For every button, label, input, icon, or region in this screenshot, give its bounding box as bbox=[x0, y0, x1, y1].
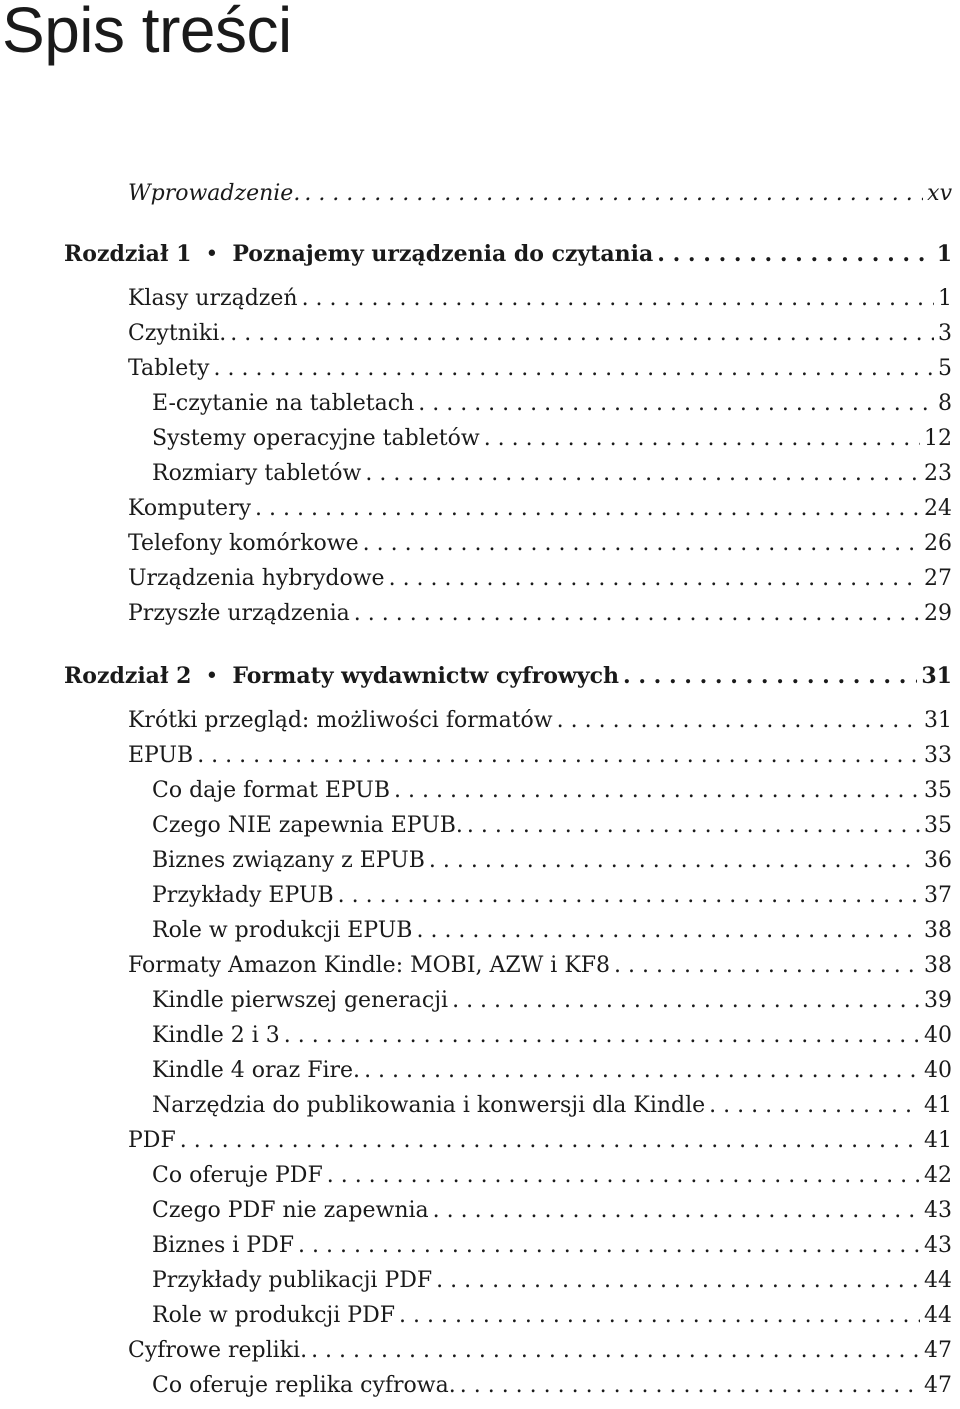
chapter-heading bbox=[64, 239, 653, 270]
dot-leader bbox=[302, 284, 934, 314]
toc-entry[interactable] bbox=[128, 354, 952, 384]
toc-entry[interactable] bbox=[128, 494, 952, 524]
toc-entry[interactable] bbox=[128, 741, 952, 771]
toc-entry-page: 43 bbox=[924, 1198, 952, 1223]
dot-leader bbox=[557, 706, 920, 736]
dot-leader bbox=[394, 776, 920, 806]
toc-subentry[interactable] bbox=[152, 389, 952, 419]
toc-entry-label: Role w produkcji EPUB bbox=[152, 918, 413, 943]
dot-leader bbox=[230, 319, 934, 349]
toc-entry-page: xv bbox=[927, 181, 952, 206]
toc-entry-page: 44 bbox=[924, 1268, 952, 1293]
toc-entry-label: Systemy operacyjne tabletów bbox=[152, 426, 480, 451]
toc-entry-label: Co oferuje PDF bbox=[152, 1163, 323, 1188]
toc-entry-label: Czego NIE zapewnia EPUB. bbox=[152, 813, 463, 838]
dot-leader bbox=[657, 239, 932, 269]
chapter-number: Rozdział 1 bbox=[64, 241, 192, 267]
toc-entry[interactable] bbox=[128, 319, 952, 349]
dot-leader bbox=[429, 846, 920, 876]
toc-entry-page: 31 bbox=[924, 708, 952, 733]
toc-chapter-1[interactable] bbox=[64, 239, 952, 270]
toc-subentry[interactable] bbox=[152, 1021, 952, 1051]
toc-entry-page: 47 bbox=[924, 1338, 952, 1363]
dot-leader bbox=[436, 1266, 920, 1296]
toc-entry[interactable] bbox=[128, 951, 952, 981]
toc-entry-label: Przykłady publikacji PDF bbox=[152, 1268, 433, 1293]
toc-entry-label: Komputery bbox=[128, 496, 252, 521]
toc-entry-page: 29 bbox=[924, 601, 952, 626]
toc-entry-page: 42 bbox=[924, 1163, 952, 1188]
toc-entry[interactable] bbox=[128, 1336, 952, 1366]
toc-entry-label: Czytniki. bbox=[128, 321, 227, 346]
dot-leader bbox=[354, 599, 920, 629]
dot-leader bbox=[399, 1301, 920, 1331]
toc-entry-intro[interactable] bbox=[128, 179, 952, 209]
toc-entry-label: Biznes związany z EPUB bbox=[152, 848, 425, 873]
toc-entry-label: Cyfrowe repliki. bbox=[128, 1338, 308, 1363]
toc-entry-label: Urządzenia hybrydowe bbox=[128, 566, 385, 591]
toc-subentry[interactable] bbox=[152, 881, 952, 911]
toc-subentry[interactable] bbox=[152, 846, 952, 876]
chapter-title: Formaty wydawnictw cyfrowych bbox=[232, 663, 620, 689]
dot-leader bbox=[433, 1196, 920, 1226]
dot-leader bbox=[484, 424, 920, 454]
toc-subentry[interactable] bbox=[152, 1056, 952, 1086]
toc-entry-page: 44 bbox=[924, 1303, 952, 1328]
toc-entry-label: Przykłady EPUB bbox=[152, 883, 334, 908]
toc-entry-label: Co daje format EPUB bbox=[152, 778, 391, 803]
toc-subentry[interactable] bbox=[152, 776, 952, 806]
toc-entry-label: Telefony komórkowe bbox=[128, 531, 359, 556]
toc-entry-page: 35 bbox=[924, 813, 952, 838]
toc-entry-page: 5 bbox=[938, 356, 952, 381]
bullet-icon: • bbox=[205, 242, 219, 267]
chapter-title: Poznajemy urządzenia do czytania bbox=[232, 241, 654, 267]
toc-entry-label: Przyszłe urządzenia bbox=[128, 601, 350, 626]
dot-leader bbox=[363, 529, 920, 559]
toc-subentry[interactable] bbox=[152, 1196, 952, 1226]
dot-leader bbox=[365, 459, 920, 489]
toc-subentry[interactable] bbox=[152, 916, 952, 946]
toc-subentry[interactable] bbox=[152, 1161, 952, 1191]
toc-entry-label: EPUB bbox=[128, 743, 194, 768]
dot-leader bbox=[467, 811, 920, 841]
toc-entry[interactable] bbox=[128, 1126, 952, 1156]
toc-subentry[interactable] bbox=[152, 1371, 952, 1401]
page-title: Spis treści bbox=[2, 0, 292, 66]
dot-leader bbox=[614, 951, 920, 981]
toc-entry-page: 41 bbox=[924, 1128, 952, 1153]
dot-leader bbox=[709, 1091, 920, 1121]
toc-entry-label: Wprowadzenie. bbox=[128, 181, 301, 206]
toc-entry[interactable] bbox=[128, 284, 952, 314]
dot-leader bbox=[284, 1021, 920, 1051]
toc-entry-label: E-czytanie na tabletach bbox=[152, 391, 415, 416]
toc-entry-label: Krótki przegląd: możliwości formatów bbox=[128, 708, 553, 733]
toc-entry-page: 31 bbox=[921, 663, 952, 689]
toc-entry-page: 26 bbox=[924, 531, 952, 556]
toc-entry-label: Biznes i PDF bbox=[152, 1233, 295, 1258]
toc-subentry[interactable] bbox=[152, 459, 952, 489]
dot-leader bbox=[327, 1161, 920, 1191]
bullet-icon: • bbox=[205, 664, 219, 689]
chapter-heading bbox=[64, 661, 619, 692]
toc-entry-page: 3 bbox=[938, 321, 952, 346]
toc-subentry[interactable] bbox=[152, 1231, 952, 1261]
toc-entry-page: 41 bbox=[924, 1093, 952, 1118]
toc-entry-label: Kindle pierwszej generacji bbox=[152, 988, 449, 1013]
toc-entry-label: Role w produkcji PDF bbox=[152, 1303, 395, 1328]
dot-leader bbox=[623, 661, 917, 691]
toc-entry-page: 38 bbox=[924, 918, 952, 943]
toc-entry-page: 1 bbox=[936, 241, 952, 267]
dot-leader bbox=[416, 916, 920, 946]
dot-leader bbox=[197, 741, 920, 771]
chapter-number: Rozdział 2 bbox=[64, 663, 192, 689]
toc-entry[interactable] bbox=[128, 529, 952, 559]
toc-subentry[interactable] bbox=[152, 1091, 952, 1121]
dot-leader bbox=[214, 354, 935, 384]
dot-leader bbox=[311, 1336, 920, 1366]
toc-entry-page: 36 bbox=[924, 848, 952, 873]
toc-entry-page: 40 bbox=[924, 1058, 952, 1083]
toc-entry-label: Kindle 2 i 3 bbox=[152, 1023, 280, 1048]
dot-leader bbox=[460, 1371, 920, 1401]
toc-entry-page: 43 bbox=[924, 1233, 952, 1258]
toc-entry-label: Rozmiary tabletów bbox=[152, 461, 362, 486]
toc-entry-label: PDF bbox=[128, 1128, 176, 1153]
toc-entry[interactable] bbox=[128, 564, 952, 594]
toc-subentry[interactable] bbox=[152, 811, 952, 841]
toc-entry-page: 39 bbox=[924, 988, 952, 1013]
toc-entry-label: Czego PDF nie zapewnia bbox=[152, 1198, 429, 1223]
toc-entry-page: 47 bbox=[924, 1373, 952, 1398]
toc-entry-page: 27 bbox=[924, 566, 952, 591]
toc-entry-label: Kindle 4 oraz Fire. bbox=[152, 1058, 361, 1083]
toc-entry-page: 1 bbox=[938, 286, 952, 311]
dot-leader bbox=[255, 494, 920, 524]
toc-entry[interactable] bbox=[128, 706, 952, 736]
dot-leader bbox=[180, 1126, 920, 1156]
toc-subentry[interactable] bbox=[152, 986, 952, 1016]
toc-entry-label: Co oferuje replika cyfrowa. bbox=[152, 1373, 456, 1398]
dot-leader bbox=[418, 389, 934, 419]
toc-entry[interactable] bbox=[128, 599, 952, 629]
toc-subentry[interactable] bbox=[152, 1266, 952, 1296]
toc-chapter-2[interactable] bbox=[64, 661, 952, 692]
toc-entry-page: 33 bbox=[924, 743, 952, 768]
dot-leader bbox=[452, 986, 920, 1016]
dot-leader bbox=[364, 1056, 920, 1086]
toc-entry-page: 23 bbox=[924, 461, 952, 486]
toc-entry-label: Tablety bbox=[128, 356, 210, 381]
toc-entry-label: Klasy urządzeń bbox=[128, 286, 298, 311]
toc-entry-page: 8 bbox=[938, 391, 952, 416]
toc-entry-page: 12 bbox=[924, 426, 952, 451]
dot-leader bbox=[298, 1231, 920, 1261]
toc-entry-page: 35 bbox=[924, 778, 952, 803]
dot-leader bbox=[304, 179, 923, 209]
dot-leader bbox=[389, 564, 920, 594]
toc-entry-label: Narzędzia do publikowania i konwersji dla Kindle bbox=[152, 1093, 706, 1118]
toc-entry-page: 40 bbox=[924, 1023, 952, 1048]
toc-entry-page: 24 bbox=[924, 496, 952, 521]
toc-entry-page: 38 bbox=[924, 953, 952, 978]
toc-entry-page: 37 bbox=[924, 883, 952, 908]
toc-subentry[interactable] bbox=[152, 424, 952, 454]
toc-subentry[interactable] bbox=[152, 1301, 952, 1331]
toc-entry-label: Formaty Amazon Kindle: MOBI, AZW i KF8 bbox=[128, 953, 611, 978]
dot-leader bbox=[338, 881, 920, 911]
